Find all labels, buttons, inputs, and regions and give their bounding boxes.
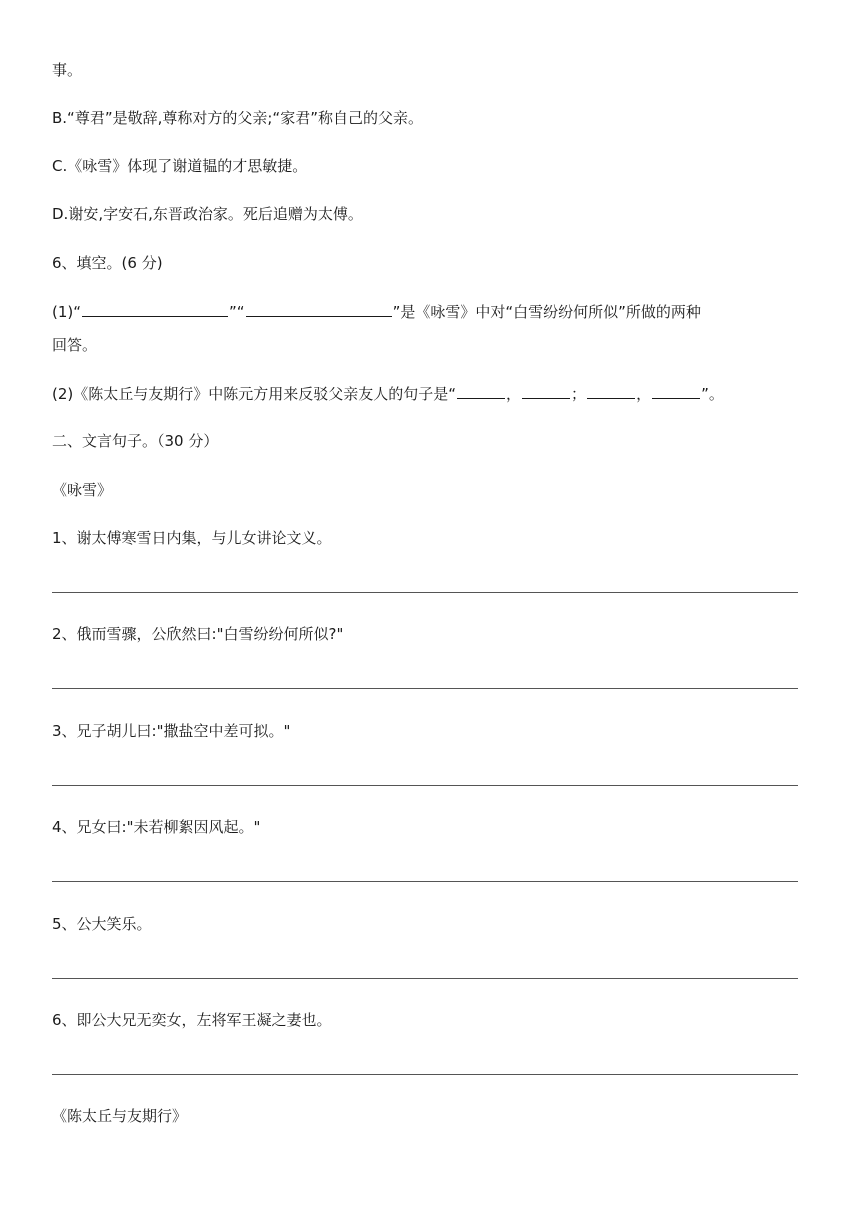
fill-blank-3[interactable] [457, 383, 505, 399]
q6-1-prefix: (1)“ [52, 303, 82, 321]
fill-blank-6[interactable] [652, 383, 700, 399]
comma: ， [506, 385, 522, 403]
comma: ， [636, 385, 652, 403]
sentence-6: 6、即公大兄无奕女，左将军王凝之妻也。 [52, 1011, 332, 1029]
q6-1-mid: ”“ [229, 303, 245, 321]
q6-1-suffix: ”是《咏雪》中对“白雪纷纷何所似”所做的两种 [392, 303, 701, 321]
question-6-2 [52, 383, 724, 404]
question-6-heading: 6、填空。(6 分) [52, 254, 163, 272]
sentence-3: 3、兄子胡儿曰:"撒盐空中差可拟。" [52, 722, 291, 740]
fill-blank-1[interactable] [82, 301, 228, 317]
answer-line-5[interactable] [52, 978, 798, 979]
fill-blank-2[interactable] [246, 301, 392, 317]
sentence-1: 1、谢太傅寒雪日内集，与儿女讲论文义。 [52, 529, 332, 547]
sentence-5: 5、公大笑乐。 [52, 915, 152, 933]
subheading-chentaiqiu: 《陈太丘与友期行》 [52, 1107, 188, 1125]
subheading-yongxue: 《咏雪》 [52, 481, 113, 499]
question-6-1-continuation: 回答。 [52, 336, 98, 354]
option-c: C.《咏雪》体现了谢道韫的才思敏捷。 [52, 157, 308, 175]
section-2-heading: 二、文言句子。（30 分） [52, 432, 219, 450]
question-6-1 [52, 301, 701, 322]
fill-blank-5[interactable] [587, 383, 635, 399]
answer-line-2[interactable] [52, 688, 798, 689]
q6-2-suffix: ”。 [701, 385, 724, 403]
sentence-2: 2、俄而雪骤，公欣然曰:"白雪纷纷何所似?" [52, 625, 344, 643]
answer-line-1[interactable] [52, 592, 798, 593]
option-d: D.谢安,字安石,东晋政治家。死后追赠为太傅。 [52, 205, 363, 223]
text-line-continuation: 事。 [52, 61, 83, 79]
fill-blank-4[interactable] [522, 383, 570, 399]
q6-2-prefix: (2)《陈太丘与友期行》中陈元方用来反驳父亲友人的句子是“ [52, 385, 457, 403]
option-b: B.“尊君”是敬辞,尊称对方的父亲;“家君”称自己的父亲。 [52, 109, 423, 127]
answer-line-6[interactable] [52, 1074, 798, 1075]
answer-line-4[interactable] [52, 881, 798, 882]
semicolon: ； [571, 385, 587, 403]
answer-line-3[interactable] [52, 785, 798, 786]
sentence-4: 4、兄女曰:"未若柳絮因风起。" [52, 818, 261, 836]
